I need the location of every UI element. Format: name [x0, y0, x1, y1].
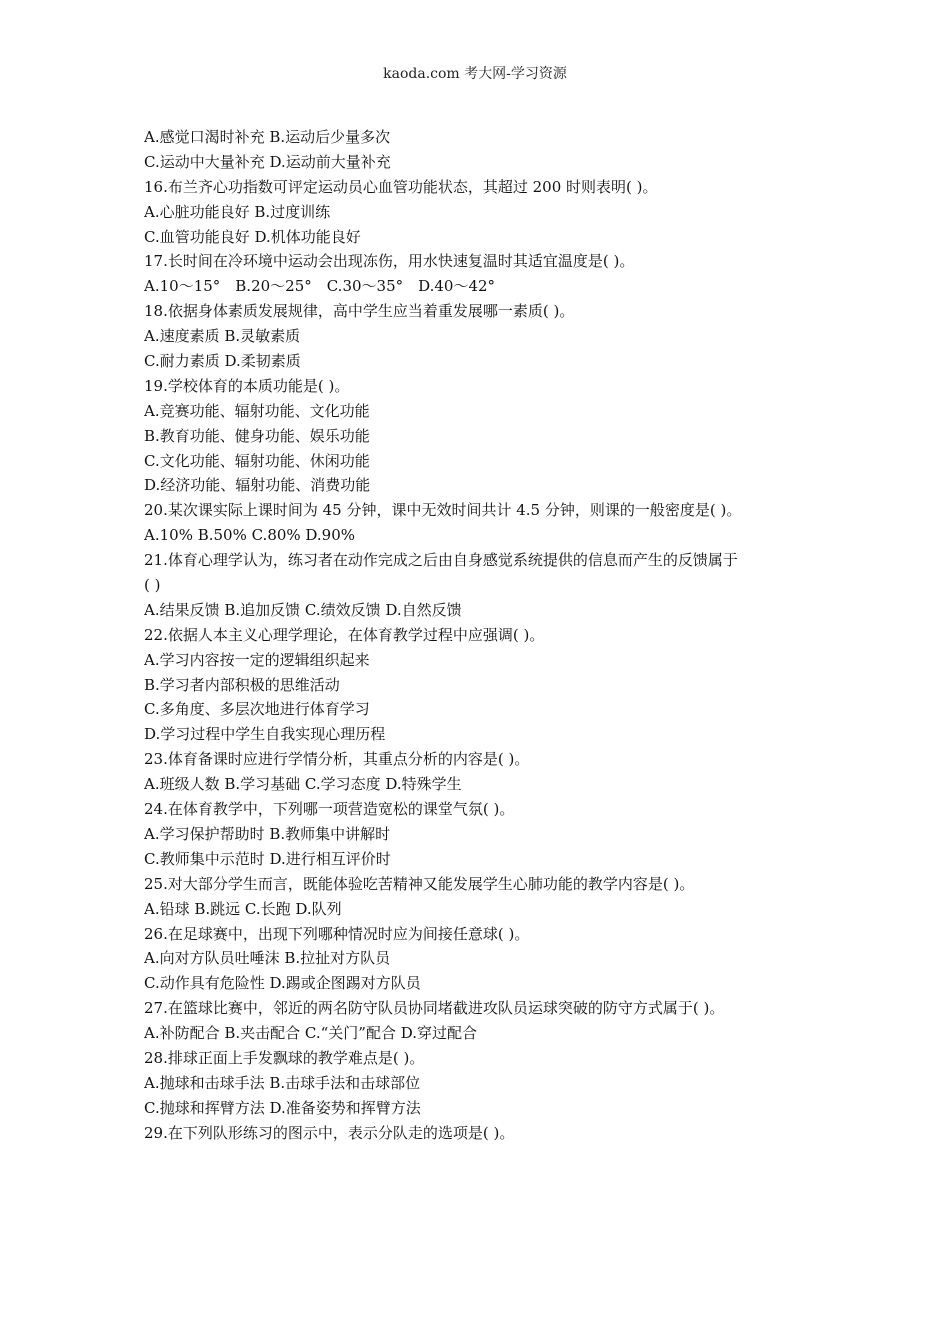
question-29: 29.在下列队形练习的图示中，表示分队走的选项是( )。 [144, 1123, 515, 1142]
text-line: A.竞赛功能、辐射功能、文化功能 [144, 401, 370, 420]
text-line: C.文化功能、辐射功能、休闲功能 [144, 451, 370, 470]
text-line: A.班级人数 B.学习基础 C.学习态度 D.特殊学生 [144, 775, 462, 794]
question-20: 20.某次课实际上课时间为 45 分钟，课中无效时间共计 4.5 分钟，则课的一般密度是( )。 [144, 501, 742, 520]
question-17: 17.长时间在冷环境中运动会出现冻伤，用水快速复温时其适宜温度是( )。 [144, 252, 635, 271]
text-line: A.抛球和击球手法 B.击球手法和击球部位 [144, 1073, 421, 1092]
text-line: A.10～15° B.20～25° C.30～35° D.40～42° [144, 277, 496, 296]
text-line: A.学习内容按一定的逻辑组织起来 [144, 650, 370, 669]
text-line: C.教师集中示范时 D.进行相互评价时 [144, 849, 391, 868]
question-23: 23.体育备课时应进行学情分析，其重点分析的内容是( )。 [144, 750, 530, 769]
text-line: C.血管功能良好 D.机体功能良好 [144, 227, 361, 246]
text-line: C.多角度、多层次地进行体育学习 [144, 700, 370, 719]
text-line: A.感觉口渴时补充 B.运动后少量多次 [144, 128, 391, 146]
text-line: ( ) [144, 576, 161, 595]
text-line: C.运动中大量补充 D.运动前大量补充 [144, 152, 391, 171]
page-header: kaoda.com 考大网-学习资源 [383, 66, 567, 82]
question-18: 18.依据身体素质发展规律，高中学生应当着重发展哪一素质( )。 [144, 302, 575, 321]
question-26: 26.在足球赛中，出现下列哪种情况时应为间接任意球( )。 [144, 924, 530, 943]
text-line: A.学习保护帮助时 B.教师集中讲解时 [144, 824, 391, 843]
text-line: C.耐力素质 D.柔韧素质 [144, 352, 301, 371]
question-27: 27.在篮球比赛中，邻近的两名防守队员协同堵截进攻队员运球突破的防守方式属于( )。 [144, 999, 725, 1018]
question-28: 28.排球正面上手发飘球的教学难点是( )。 [144, 1048, 425, 1067]
text-line: A.补防配合 B.夹击配合 C.“关门”配合 D.穿过配合 [144, 1024, 478, 1043]
text-line: D.学习过程中学生自我实现心理历程 [144, 725, 386, 744]
question-text-body [144, 125, 814, 1146]
text-line: A.速度素质 B.灵敏素质 [144, 327, 301, 346]
text-line: D.经济功能、辐射功能、消费功能 [144, 476, 371, 495]
question-24: 24.在体育教学中，下列哪一项营造宽松的课堂气氛( )。 [144, 800, 515, 819]
text-line: C.抛球和挥臂方法 D.准备姿势和挥臂方法 [144, 1098, 421, 1117]
question-21: 21.体育心理学认为，练习者在动作完成之后由自身感觉系统提供的信息而产生的反馈属于 [144, 551, 738, 570]
text-line: B.教育功能、健身功能、娱乐功能 [144, 426, 370, 445]
text-line: A.铅球 B.跳远 C.长跑 D.队列 [144, 899, 342, 918]
question-19: 19.学校体育的本质功能是( )。 [144, 376, 350, 395]
text-line: A.心脏功能良好 B.过度训练 [144, 202, 331, 221]
text-line: B.学习者内部积极的思维活动 [144, 675, 340, 694]
text-line: C.动作具有危险性 D.踢或企图踢对方队员 [144, 974, 421, 993]
question-25: 25.对大部分学生而言，既能体验吃苦精神又能发展学生心肺功能的教学内容是( )。 [144, 874, 695, 893]
text-line: A.结果反馈 B.追加反馈 C.绩效反馈 D.自然反馈 [144, 600, 462, 619]
question-16: 16.布兰齐心功指数可评定运动员心血管功能状态，其超过 200 时则表明( )。 [144, 177, 658, 196]
text-line: A.向对方队员吐唾沫 B.拉扯对方队员 [144, 949, 391, 968]
text-line: A.10% B.50% C.80% D.90% [144, 526, 356, 545]
question-22: 22.依据人本主义心理学理论，在体育教学过程中应强调( )。 [144, 625, 545, 644]
